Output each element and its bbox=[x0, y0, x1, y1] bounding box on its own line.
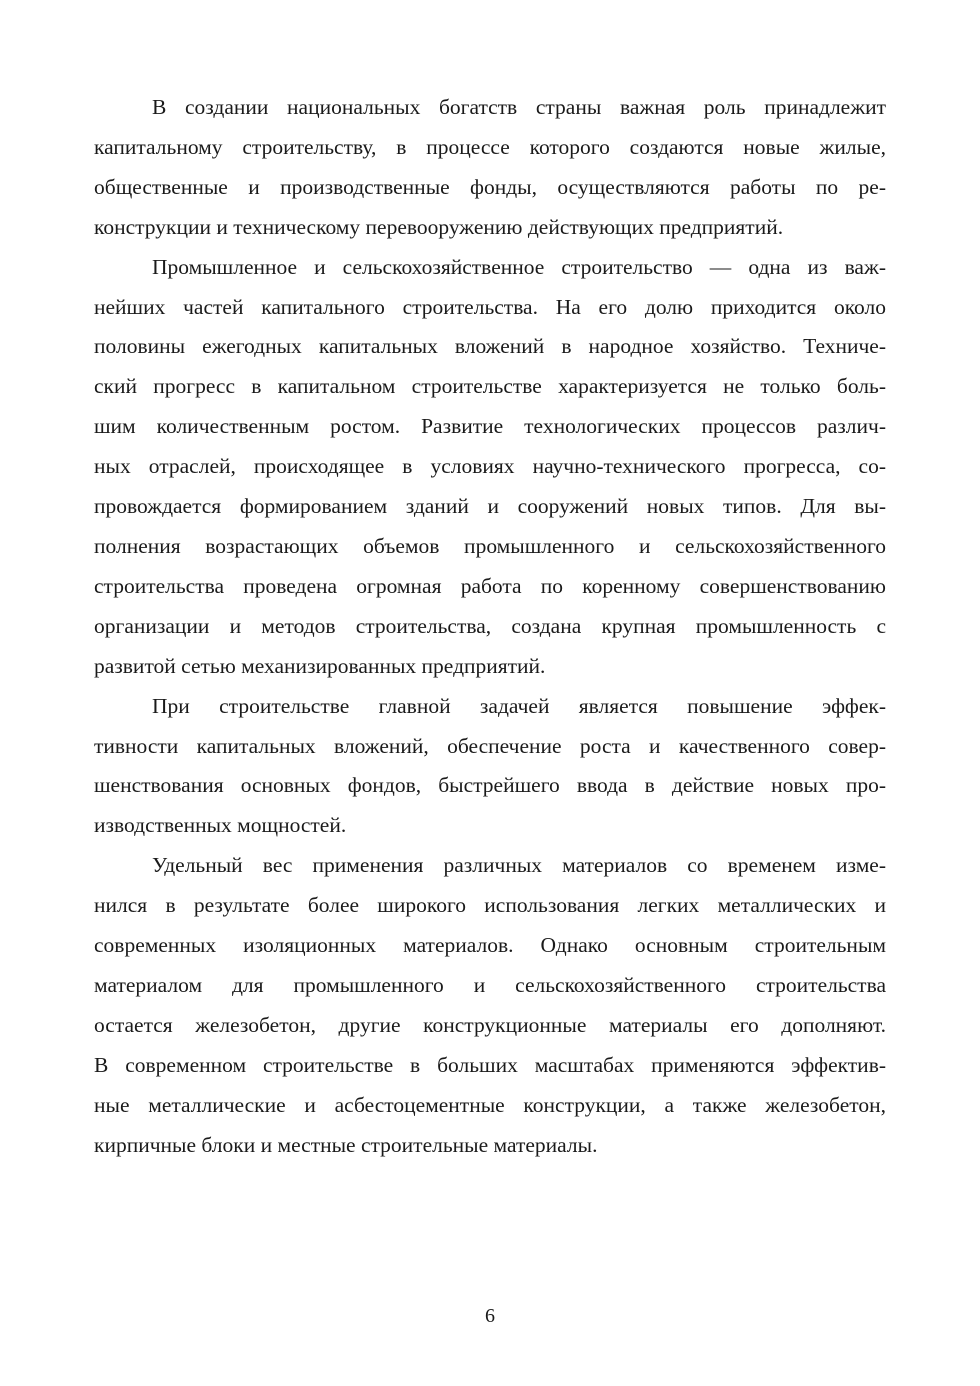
paragraph-3 bbox=[94, 687, 886, 847]
text-line: конструкции и техническому перевооружению действующих предприятий. bbox=[94, 214, 784, 239]
text-line: нился в результате более широкого использования легких металлических и bbox=[94, 893, 886, 918]
page-number: 6 bbox=[485, 1305, 495, 1327]
text-body bbox=[94, 88, 886, 1165]
paragraph-4 bbox=[94, 846, 886, 1165]
text-line: ных отраслей, происходящее в условиях научно-технического прогресса, со- bbox=[94, 454, 886, 479]
text-line: организации и методов строительства, создана крупная промышленность с bbox=[94, 613, 886, 638]
paragraph-2 bbox=[94, 248, 886, 687]
text-line: шим количественным ростом. Развитие технологических процессов различ- bbox=[94, 414, 886, 439]
text-line: Промышленное и сельскохозяйственное строительство — одна из важ- bbox=[152, 254, 886, 279]
text-line: шенствования основных фондов, быстрейшего ввода в действие новых про- bbox=[94, 773, 886, 798]
text-line: капитальному строительству, в процессе которого создаются новые жилые, bbox=[94, 134, 886, 159]
text-line: материалом для промышленного и сельскохозяйственного строительства bbox=[94, 972, 886, 997]
text-line: тивности капитальных вложений, обеспечение роста и качественного совер- bbox=[94, 733, 886, 758]
text-line: современных изоляционных материалов. Однако основным строительным bbox=[94, 933, 886, 958]
text-line: общественные и производственные фонды, осуществляются работы по ре- bbox=[94, 174, 886, 199]
text-line: ные металлические и асбестоцементные конструкции, а также железобетон, bbox=[94, 1092, 886, 1117]
text-line: строительства проведена огромная работа по коренному совершенствованию bbox=[94, 573, 886, 598]
text-line: половины ежегодных капитальных вложений в народное хозяйство. Техниче- bbox=[94, 334, 886, 359]
text-line: ский прогресс в капитальном строительстве характеризуется не только боль- bbox=[94, 374, 886, 399]
paragraph-1 bbox=[94, 88, 886, 248]
text-line: нейших частей капитального строительства. На его долю приходится около bbox=[94, 294, 886, 319]
text-line: провождается формированием зданий и сооружений новых типов. Для вы- bbox=[94, 494, 886, 519]
text-line: кирпичные блоки и местные строительные материалы. bbox=[94, 1132, 598, 1157]
text-line: остается железобетон, другие конструкционные материалы его дополняют. bbox=[94, 1012, 886, 1037]
text-line: При строительстве главной задачей является повышение эффек- bbox=[152, 693, 886, 718]
text-line: развитой сетью механизированных предприятий. bbox=[94, 653, 546, 678]
text-line: Удельный вес применения различных материалов со временем изме- bbox=[152, 853, 886, 878]
text-line: изводственных мощностей. bbox=[94, 813, 347, 838]
text-line: В создании национальных богатств страны важная роль принадлежит bbox=[152, 95, 886, 119]
text-line: полнения возрастающих объемов промышленного и сельскохозяйственного bbox=[94, 533, 886, 558]
text-line: В современном строительстве в больших масштабах применяются эффектив- bbox=[94, 1052, 886, 1077]
